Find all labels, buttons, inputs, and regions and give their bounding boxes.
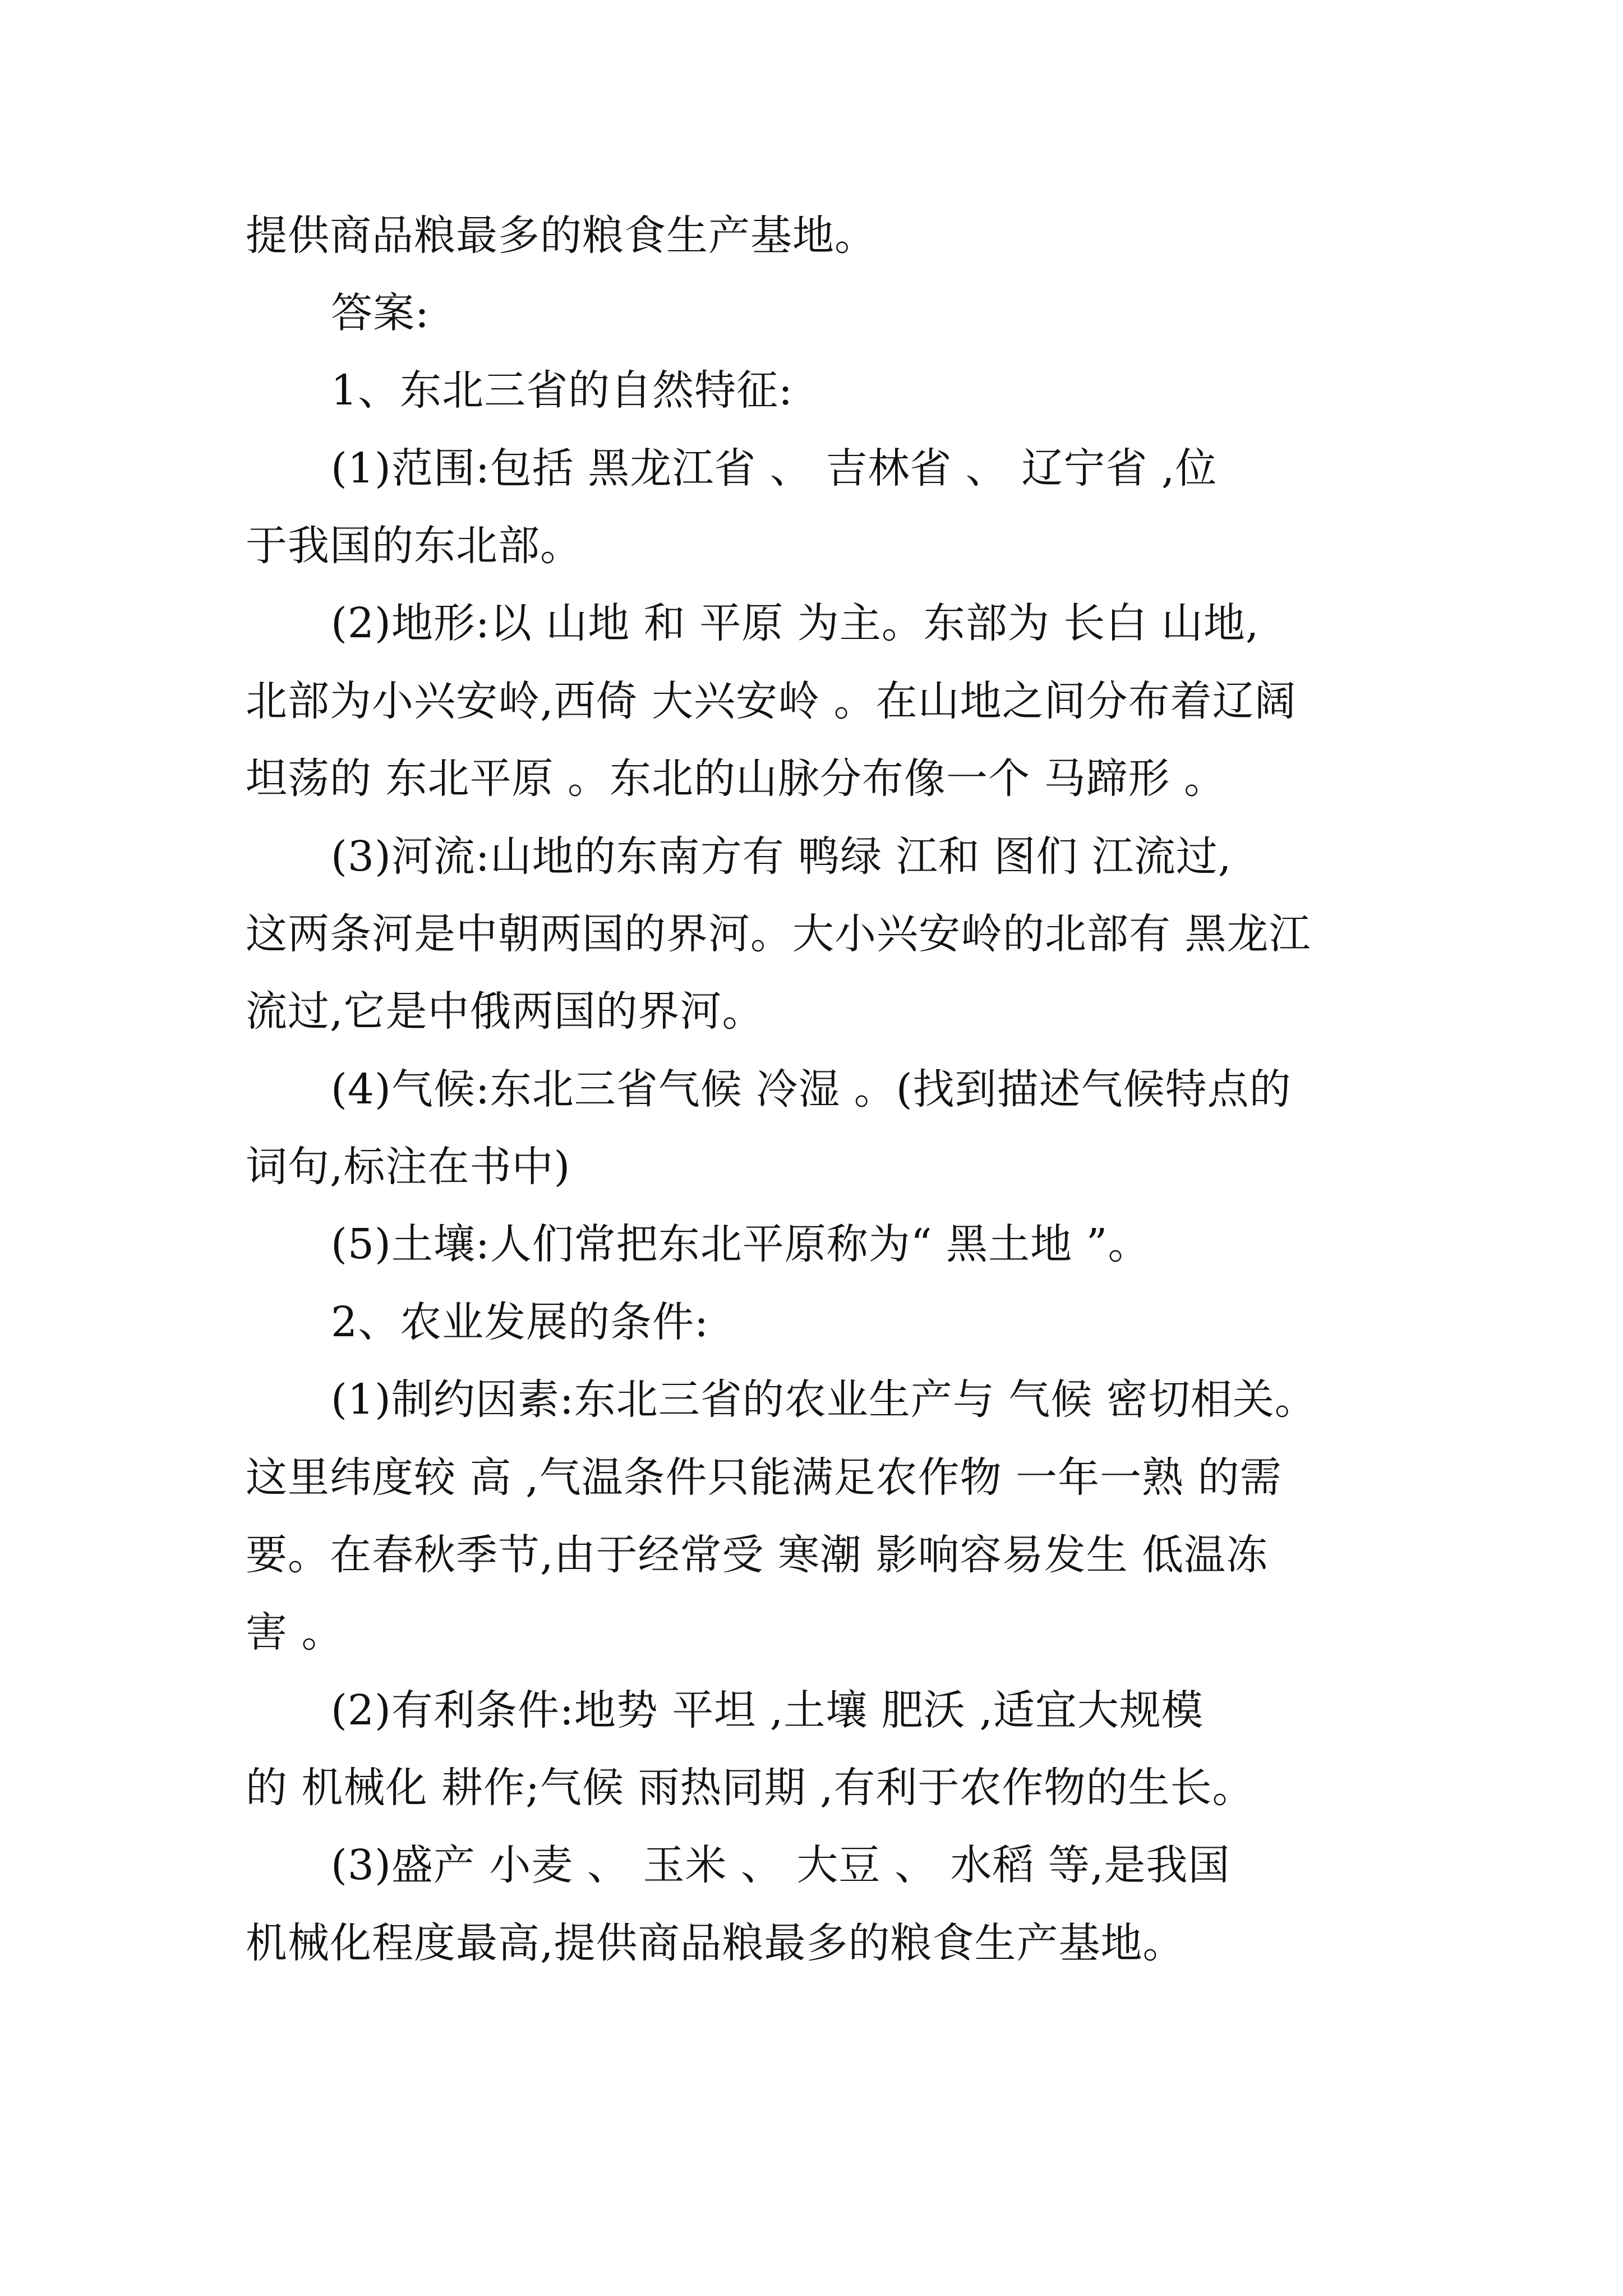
answer-heading: 答案:	[331, 289, 430, 337]
text-line: (1)范围:包括 黑龙江省 、 吉林省 、 辽宁省 ,位	[331, 444, 1218, 493]
text-line: (2)地形:以 山地 和 平原 为主。东部为 长白 山地,	[331, 599, 1260, 647]
text-line: 这两条河是中朝两国的界河。大小兴安岭的北部有 黑龙江	[246, 910, 1311, 958]
text-line: (2)有利条件:地势 平坦 ,土壤 肥沃 ,适宜大规模	[331, 1686, 1204, 1734]
text-line: (3)盛产 小麦 、 玉米 、 大豆 、 水稻 等,是我国	[331, 1841, 1230, 1889]
section-heading: 2、农业发展的条件:	[331, 1298, 709, 1346]
text-line: 机械化程度最高,提供商品粮最多的粮食生产基地。	[246, 1919, 1185, 1967]
text-line: 流过,它是中俄两国的界河。	[246, 987, 764, 1036]
text-line: (1)制约因素:东北三省的农业生产与 气候 密切相关。	[331, 1375, 1317, 1424]
section-heading: 1、东北三省的自然特征:	[331, 366, 794, 415]
text-line: 害 。	[246, 1608, 344, 1657]
text-line: (4)气候:东北三省气候 冷湿 。(找到描述气候特点的	[331, 1065, 1292, 1114]
text-line: (3)河流:山地的东南方有 鸭绿 江和 图们 江流过,	[331, 832, 1232, 881]
text-line: 北部为小兴安岭,西倚 大兴安岭 。在山地之间分布着辽阔	[246, 677, 1297, 725]
text-line: 的 机械化 耕作;气候 雨热同期 ,有利于农作物的生长。	[246, 1764, 1255, 1812]
text-line: 这里纬度较 高 ,气温条件只能满足农作物 一年一熟 的需	[246, 1453, 1282, 1502]
text-line: 要。在春秋季节,由于经常受 寒潮 影响容易发生 低温冻	[246, 1531, 1269, 1579]
text-line: 于我国的东北部。	[246, 522, 582, 570]
text-line: 提供商品粮最多的粮食生产基地。	[246, 211, 877, 260]
text-line: 词句,标注在书中)	[246, 1143, 571, 1191]
text-line: 坦荡的 东北平原 。东北的山脉分布像一个 马蹄形 。	[246, 754, 1227, 803]
text-line: (5)土壤:人们常把东北平原称为“ 黑土地 ”。	[331, 1220, 1150, 1268]
